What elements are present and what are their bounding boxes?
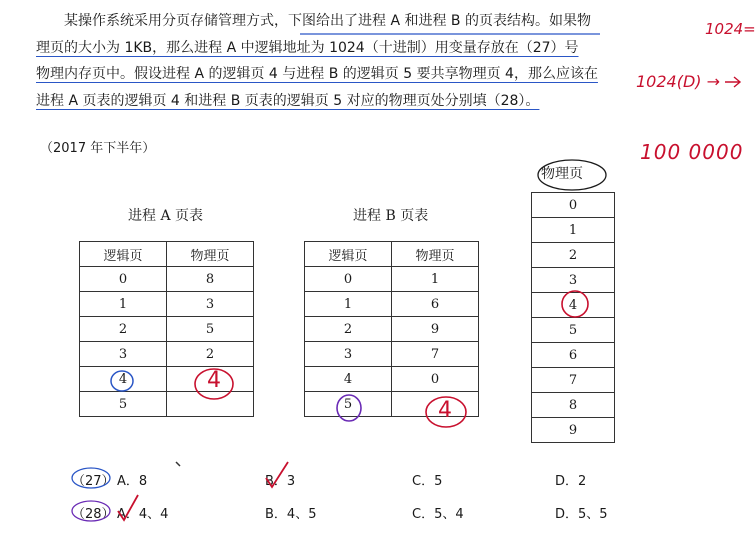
- table-cell: 3: [167, 292, 254, 317]
- option-27-a[interactable]: A．8: [117, 474, 148, 489]
- option-28-d[interactable]: D．5、5: [555, 507, 608, 522]
- table-cell: 7: [532, 368, 615, 393]
- table-cell: 1: [305, 292, 392, 317]
- table-cell: 2: [532, 243, 615, 268]
- table-row: [80, 317, 254, 342]
- table-row: [532, 243, 615, 268]
- table-row: [305, 342, 479, 367]
- table-cell: 9: [532, 418, 615, 443]
- option-27-c[interactable]: C．5: [412, 474, 443, 489]
- table-row: [532, 193, 615, 218]
- table-cell: 0: [80, 267, 167, 292]
- table-cell: 0: [392, 367, 479, 392]
- table-cell: 6: [392, 292, 479, 317]
- handwriting-top-right: 1024=: [705, 20, 756, 38]
- table-b: [304, 241, 479, 417]
- table-b-header-physical: 物理页: [392, 242, 479, 267]
- table-row: [80, 392, 254, 417]
- table-b-title: 进程 B 页表: [353, 208, 429, 224]
- question-line-4: 进程 A 页表的逻辑页 4 和进程 B 页表的逻辑页 5 对应的物理页处分别填（28）。: [36, 92, 540, 109]
- physical-header: 物理页: [541, 166, 583, 182]
- table-row: [305, 392, 479, 417]
- table-cell: 0: [532, 193, 615, 218]
- table-cell: 5: [80, 392, 167, 417]
- table-cell: 7: [392, 342, 479, 367]
- table-row: [305, 292, 479, 317]
- table-cell: 1: [532, 218, 615, 243]
- table-cell: 2: [167, 342, 254, 367]
- question-line-3: 物理内存页中。假设进程 A 的逻辑页 4 与进程 B 的逻辑页 5 要共享物理页 4，那么应该在: [36, 66, 598, 82]
- table-cell: 5: [305, 392, 392, 417]
- table-cell: 6: [532, 343, 615, 368]
- table-cell: [167, 392, 254, 417]
- table-cell: 3: [305, 342, 392, 367]
- table-cell: 3: [532, 268, 615, 293]
- table-row: [80, 267, 254, 292]
- arrow-mark: [725, 77, 740, 87]
- table-cell: 4: [532, 293, 615, 318]
- table-cell: 3: [80, 342, 167, 367]
- option-27-number: （27）: [72, 474, 115, 489]
- table-cell: 5: [167, 317, 254, 342]
- table-row: [532, 218, 615, 243]
- table-row: [80, 342, 254, 367]
- question-line-2: 理页的大小为 1KB，那么进程 A 中逻辑地址为 1024（十进制）用变量存放在（27）号: [36, 39, 579, 56]
- table-a-header-logical: 逻辑页: [80, 242, 167, 267]
- physical-memory-table: [531, 192, 615, 443]
- table-cell: 0: [305, 267, 392, 292]
- table-row: [532, 343, 615, 368]
- table-row: [305, 367, 479, 392]
- option-27-b[interactable]: B．3: [265, 474, 296, 489]
- table-row: [532, 418, 615, 443]
- table-a-title: 进程 A 页表: [128, 208, 204, 224]
- question-line-1: 某操作系统采用分页存储管理方式，下图给出了进程 A 和进程 B 的页表结构。如果物: [64, 13, 591, 29]
- question-text: [36, 8, 616, 114]
- table-cell: 8: [167, 267, 254, 292]
- table-row: [532, 318, 615, 343]
- table-cell: 9: [392, 317, 479, 342]
- table-cell: [392, 392, 479, 417]
- table-row: [532, 268, 615, 293]
- table-b-header-logical: 逻辑页: [305, 242, 392, 267]
- table-cell: 1: [392, 267, 479, 292]
- handwriting-b-page5: 4: [438, 398, 452, 423]
- table-cell: 2: [80, 317, 167, 342]
- handwriting-1024-decimal: 1024(D) →: [636, 72, 721, 91]
- table-a: [79, 241, 254, 417]
- table-row: [532, 368, 615, 393]
- table-cell: 5: [532, 318, 615, 343]
- option-28-a[interactable]: A．4、4: [117, 507, 169, 522]
- table-row: [532, 293, 615, 318]
- table-cell: 4: [80, 367, 167, 392]
- handwriting-binary: 100 0000: [640, 140, 744, 164]
- table-row: [80, 292, 254, 317]
- table-cell: 8: [532, 393, 615, 418]
- scribble-mark: [176, 462, 180, 466]
- table-row: [305, 317, 479, 342]
- option-28-number: （28）: [72, 507, 115, 522]
- table-cell: 4: [305, 367, 392, 392]
- handwriting-a-page4: 4: [207, 368, 221, 393]
- option-28-c[interactable]: C．5、4: [412, 507, 464, 522]
- table-row: [532, 393, 615, 418]
- option-27-d[interactable]: D．2: [555, 474, 587, 489]
- table-cell: 2: [305, 317, 392, 342]
- table-cell: 1: [80, 292, 167, 317]
- exam-year: （2017 年下半年）: [40, 141, 156, 156]
- table-row: [80, 367, 254, 392]
- table-row: [305, 267, 479, 292]
- table-a-header-physical: 物理页: [167, 242, 254, 267]
- option-28-b[interactable]: B．4、5: [265, 507, 317, 522]
